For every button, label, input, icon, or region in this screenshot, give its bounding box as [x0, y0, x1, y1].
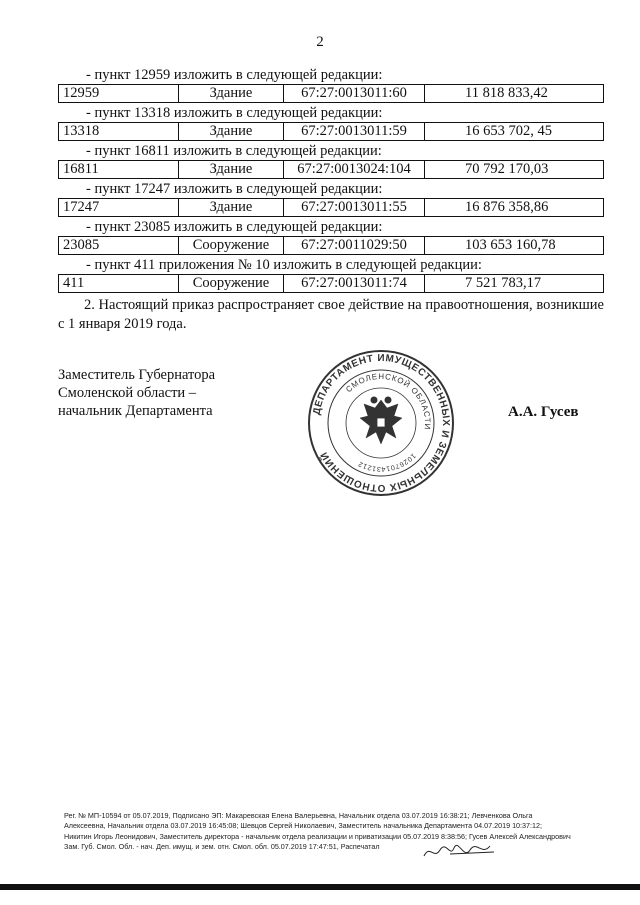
amendment-instruction: - пункт 12959 изложить в следующей редакции:	[86, 67, 383, 83]
amendment-instruction: - пункт 23085 изложить в следующей редакции:	[86, 219, 383, 235]
cadastral-value-cell: 16 653 702, 45	[465, 123, 552, 139]
cadastral-value-cell: 7 521 783,17	[465, 275, 542, 291]
handwritten-signature	[420, 840, 500, 864]
table-row	[58, 84, 604, 103]
seal-outer-text: ДЕПАРТАМЕНТ ИМУЩЕСТВЕННЫХ И ЗЕМЕЛЬНЫХ ОТНОШЕНИЙ	[311, 352, 452, 494]
seal-inner-text: СМОЛЕНСКОЙ ОБЛАСТИ	[344, 371, 433, 431]
table-row	[58, 236, 604, 255]
amendment-instruction: - пункт 13318 изложить в следующей редакции:	[86, 105, 383, 121]
amendment-item	[58, 66, 604, 103]
table-row	[58, 274, 604, 293]
item-number-cell: 411	[59, 275, 179, 292]
signatory-title-line: начальник Департамента	[58, 403, 213, 419]
effective-date-paragraph: 2. Настоящий приказ распространяет свое действие на правоотношения, возникшие с 1 января 2019 года.	[58, 297, 604, 332]
official-seal	[306, 348, 456, 498]
object-type-cell: Здание	[179, 123, 284, 140]
cadastral-number-cell: 67:27:0013011:60	[284, 85, 425, 102]
cadastral-number-cell: 67:27:0013011:59	[284, 123, 425, 140]
signatory-title-line: Смоленской области –	[58, 385, 197, 401]
page-number: 2	[316, 34, 324, 50]
cadastral-value-cell: 11 818 833,42	[465, 85, 548, 101]
signatory-title-line: Заместитель Губернатора	[58, 367, 216, 383]
signatory-name: А.А. Гусев	[508, 404, 579, 420]
amendments-list	[58, 66, 604, 294]
object-type-cell: Сооружение	[179, 275, 284, 292]
seal-number-text: 1026701431212	[357, 451, 417, 473]
cadastral-value-cell: 16 876 358,86	[465, 199, 549, 215]
amendment-instruction: - пункт 411 приложения № 10 изложить в следующей редакции:	[86, 257, 482, 273]
table-row	[58, 198, 604, 217]
cadastral-number-cell: 67:27:0011029:50	[284, 237, 425, 254]
amendment-item	[58, 256, 604, 293]
item-number-cell: 16811	[59, 161, 179, 178]
amendment-item	[58, 180, 604, 217]
footer-line: Никитин Игорь Леонидович, Заместитель директора - начальник отдела реализации и приватизации 05.07.2019 8:38:56; Гусев Алексей Александрович	[64, 831, 571, 841]
cadastral-number-cell: 67:27:0013011:74	[284, 275, 425, 292]
amendment-item	[58, 142, 604, 179]
object-type-cell: Сооружение	[179, 237, 284, 254]
e-signature-footer	[64, 811, 624, 853]
cadastral-value-cell: 70 792 170,03	[465, 161, 549, 177]
cadastral-number-cell: 67:27:0013024:104	[284, 161, 425, 178]
eagle-emblem-icon	[360, 397, 402, 444]
amendment-item	[58, 218, 604, 255]
item-number-cell: 17247	[59, 199, 179, 216]
amendment-item	[58, 104, 604, 141]
object-type-cell: Здание	[179, 199, 284, 216]
object-type-cell: Здание	[179, 161, 284, 178]
item-number-cell: 13318	[59, 123, 179, 140]
item-number-cell: 23085	[59, 237, 179, 254]
amendment-instruction: - пункт 17247 изложить в следующей редакции:	[86, 181, 383, 197]
signatory-title	[58, 366, 215, 420]
cadastral-number-cell: 67:27:0013011:55	[284, 199, 425, 216]
table-row	[58, 122, 604, 141]
amendment-instruction: - пункт 16811 изложить в следующей редакции:	[86, 143, 382, 159]
item-number-cell: 12959	[59, 85, 179, 102]
footer-line: Рег. № МП-10594 от 05.07.2019, Подписано ЭП: Макаревская Елена Валерьевна, Начальник отдела 03.07.2019 16:38:21; Левченкова Ольга	[64, 811, 533, 820]
object-type-cell: Здание	[179, 85, 284, 102]
scan-edge-bar	[0, 884, 640, 890]
table-row	[58, 160, 604, 179]
footer-line: Зам. Губ. Смол. Обл. - нач. Деп. имущ. и зем. отн. Смол. обл. 05.07.2019 17:47:51, Распечатал	[64, 842, 380, 852]
cadastral-value-cell: 103 653 160,78	[465, 237, 556, 253]
footer-line: Алексеевна, Начальник отдела 03.07.2019 16:45:08; Шевцов Сергей Николаевич, Заместитель начальника Департамента 04.07.2019 10:37:12;	[64, 821, 543, 831]
